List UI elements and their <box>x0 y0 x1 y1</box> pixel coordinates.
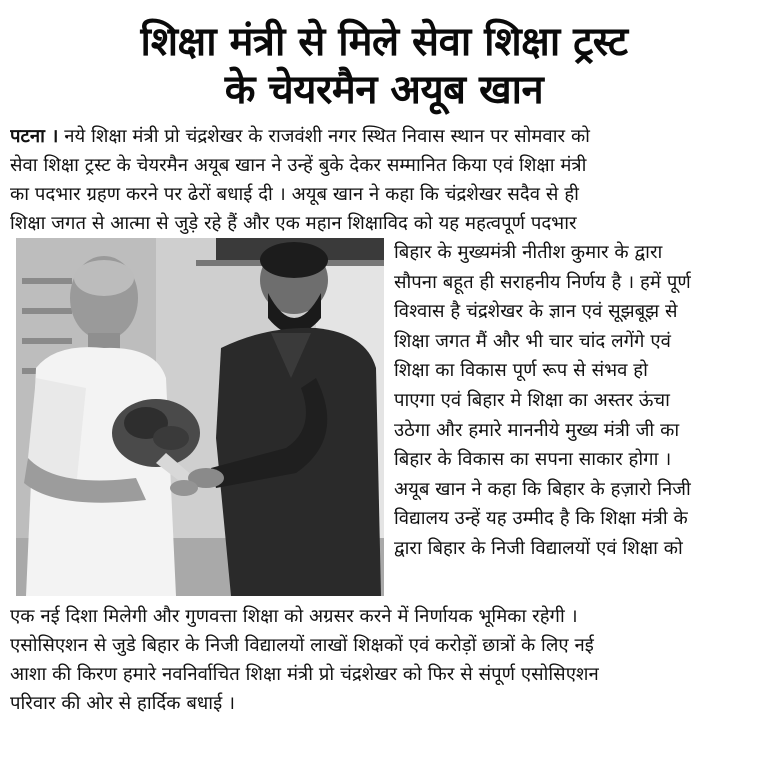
side-line: द्वारा बिहार के निजी विद्यालयों एवं शिक्षा को <box>394 537 683 559</box>
article-line: शिक्षा जगत से आत्मा से जुड़े रहे हैं और एक महान शिक्षाविद को यह महत्वपूर्ण पदभार <box>10 213 577 234</box>
photo-and-side-column <box>10 238 758 614</box>
side-line: शिक्षा जगत मैं और भी चार चांद लगेंगे एवं <box>394 330 671 352</box>
article-line: सेवा शिक्षा ट्रस्ट के चेयरमैन अयूब खान ने उन्हें बुके देकर सम्मानित किया एवं शिक्षा मंत्री <box>10 155 587 176</box>
side-line: विद्यालय उन्हें यह उम्मीद है कि शिक्षा मंत्री के <box>394 508 688 530</box>
article-line: परिवार की ओर से हार्दिक बधाई । <box>10 693 236 714</box>
side-line: पाएगा एवं बिहार मे शिक्षा का अस्तर ऊंचा <box>394 389 670 411</box>
headline-line-2: के चेयरमैन अयूब खान <box>224 67 544 113</box>
article-line <box>10 122 758 151</box>
article-line: एसोसिएशन से जुडे बिहार के निजी विद्यालयों लाखों शिक्षकों एवं करोड़ों छात्रों के लिए नई <box>10 635 594 656</box>
headline-line-1: शिक्षा मंत्री से मिले सेवा शिक्षा ट्रस्ट <box>140 19 628 65</box>
side-line: शिक्षा का विकास पूर्ण रूप से संभव हो <box>394 360 648 382</box>
dateline: पटना । <box>10 126 59 147</box>
side-line: सौपना बहूत ही सराहनीय निर्णय है । हमें पूर्ण <box>394 271 691 293</box>
article-body <box>10 122 758 718</box>
photo-illustration <box>16 238 384 596</box>
side-column <box>394 238 766 564</box>
article-line: का पदभार ग्रहण करने पर ढेरों बधाई दी । अयूब खान ने कहा कि चंद्रशेखर सदैव से ही <box>10 184 579 205</box>
side-line: विश्वास है चंद्रशेखर के ज्ञान एवं सूझबूझ से <box>394 301 678 323</box>
side-line: उठेगा और हमारे माननीये मुख्य मंत्री जी का <box>394 419 680 441</box>
article-line: आशा की किरण हमारे नवनिर्वाचित शिक्षा मंत्री प्रो चंद्रशेखर को फिर से संपूर्ण एसोसिएशन <box>10 664 599 685</box>
article-line: एक नई दिशा मिलेगी और गुणवत्ता शिक्षा को अग्रसर करने में निर्णायक भूमिका रहेगी । <box>10 606 578 627</box>
side-line: बिहार के मुख्यमंत्री नीतीश कुमार के द्वारा <box>394 242 663 263</box>
bottom-paragraph <box>10 602 758 718</box>
article-line-text: नये शिक्षा मंत्री प्रो चंद्रशेखर के राजवंशी नगर स्थित निवास स्थान पर सोमवार को <box>64 126 590 147</box>
side-line: बिहार के विकास का सपना साकार होगा । <box>394 449 672 471</box>
headline <box>10 18 758 114</box>
article-photo <box>16 238 384 596</box>
side-line: अयूब खान ने कहा कि बिहार के हज़ारो निजी <box>394 478 691 500</box>
